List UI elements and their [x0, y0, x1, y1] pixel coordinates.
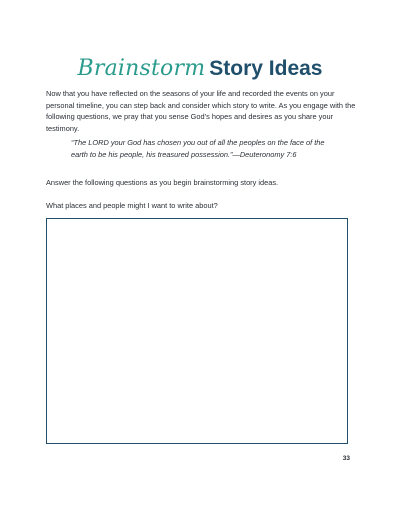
question-label: What places and people might I want to write about?	[46, 201, 218, 210]
page-title	[0, 52, 400, 88]
page-title-plain-words: Story Ideas	[209, 57, 323, 80]
page-number: 33	[342, 455, 350, 462]
answer-box[interactable]	[46, 218, 348, 444]
scripture-quote: “The LORD your God has chosen you out of all the peoples on the face of the earth to be his people, his treasured possession.”—Deuteronomy 7:6	[71, 138, 325, 159]
instruction-text: Answer the following questions as you begin brainstorming story ideas.	[46, 178, 279, 187]
page-title-script-word: Brainstorm	[77, 56, 206, 81]
intro-paragraph: Now that you have reflected on the seasons of your life and recorded the events on your personal timeline, you can step back and consider which story to write. As you engage with the following questions, we pray that you sense God’s hopes and desires as you share your testimony.	[46, 89, 356, 133]
